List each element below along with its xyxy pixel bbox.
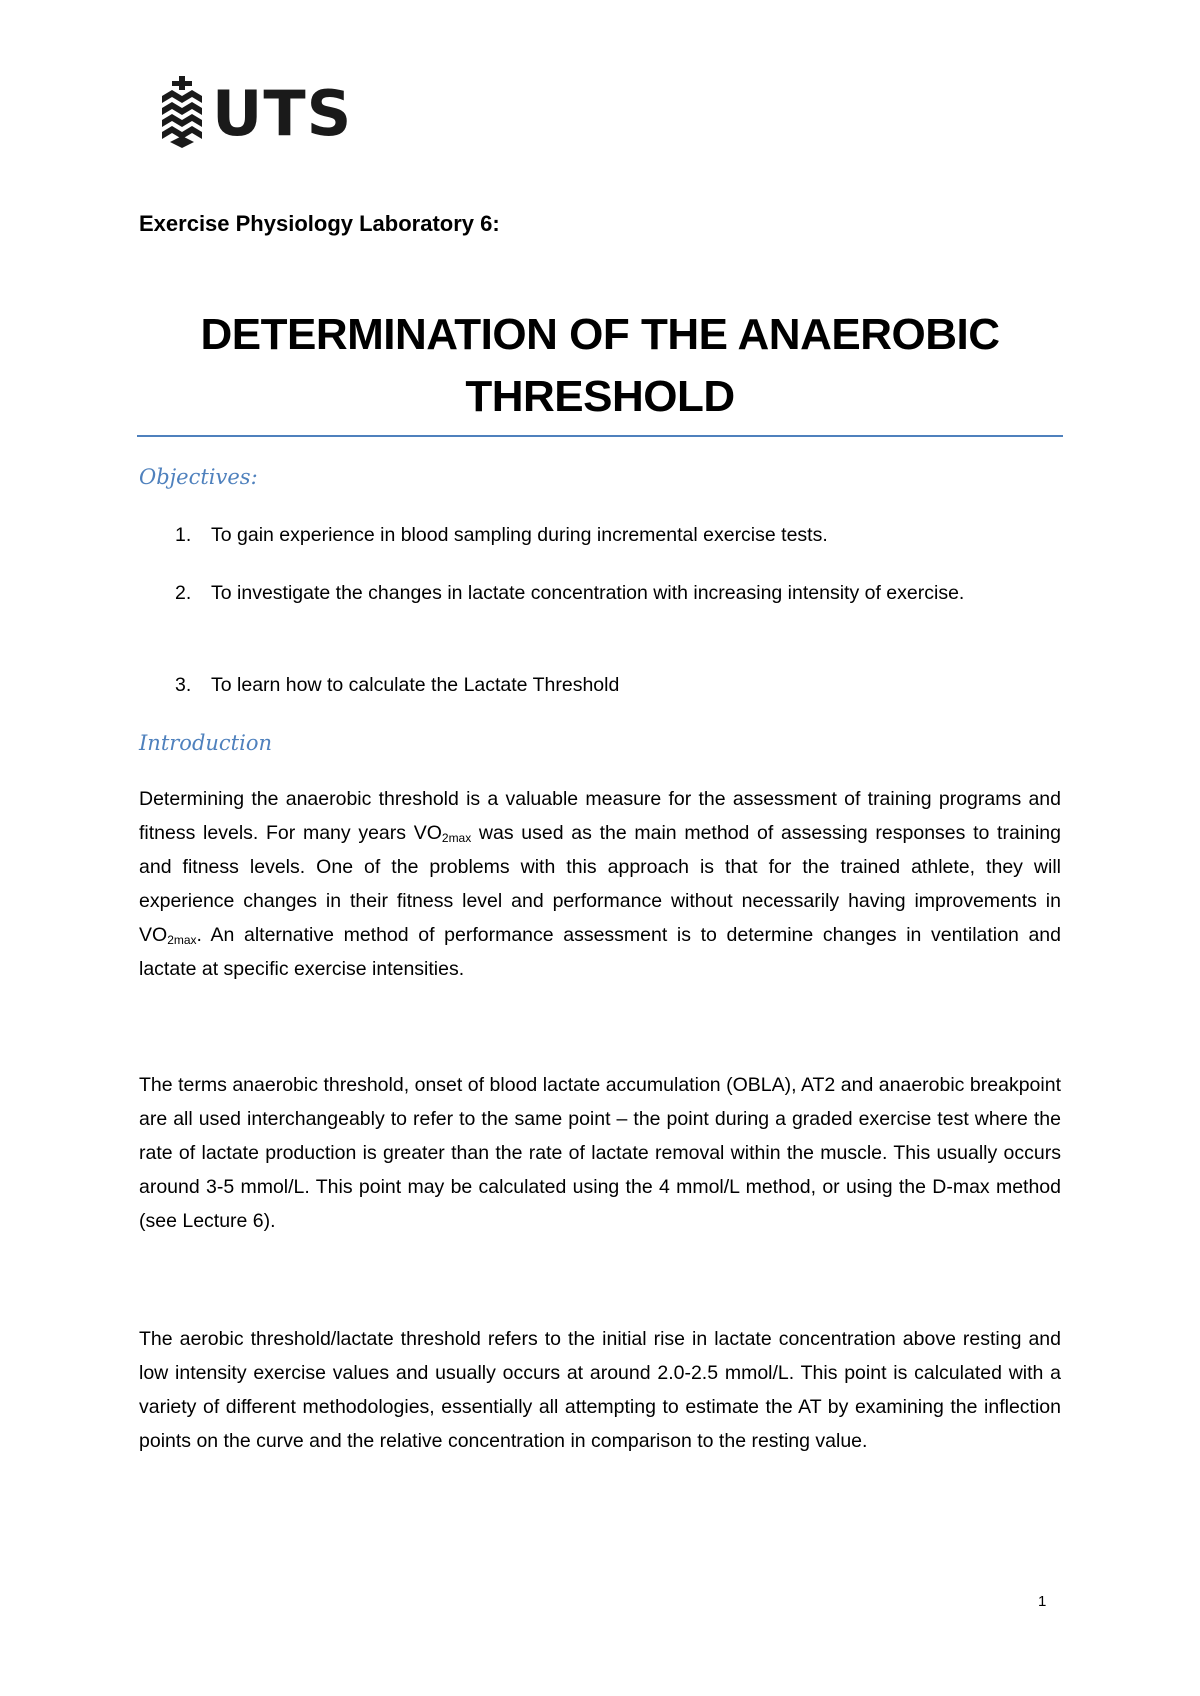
title-divider [137, 435, 1063, 437]
uts-logo-mark-icon [160, 76, 204, 152]
objective-number: 1. [175, 524, 192, 546]
main-title-line-2: THRESHOLD [465, 372, 735, 421]
objective-text: To investigate the changes in lactate concentration with increasing intensity of exercise. [211, 582, 965, 604]
introduction-heading: Introduction [139, 731, 272, 755]
vo2max-subscript: 2max [167, 933, 197, 947]
intro-paragraph-1 [139, 782, 1061, 986]
objective-text: To learn how to calculate the Lactate Threshold [211, 674, 620, 696]
page-number: 1 [1038, 1593, 1047, 1610]
objective-number: 3. [175, 674, 192, 696]
vo2max-subscript: 2max [441, 831, 472, 845]
intro-p1-part-b: was used as the main method of assessing responses to training and fitness levels. One of the problems with this approach is that for the trained athlete, they will experience changes in their fitness level and performance without necessarily having improvements in VO [139, 822, 1061, 946]
intro-p1-part-a: Determining the anaerobic threshold is a valuable measure for the assessment of training programs and fitness levels. For many years VO [139, 788, 1061, 844]
intro-p1-part-c: . An alternative method of performance assessment is to determine changes in ventilation and lactate at specific exercise intensities. [139, 924, 1061, 980]
objectives-heading: Objectives: [139, 465, 258, 489]
intro-paragraph-3: The aerobic threshold/lactate threshold refers to the initial rise in lactate concentration above resting and low intensity exercise values and usually occurs at around 2.0-2.5 mmol/L. This point is calculated with a variety of different methodologies, essentially all attempting to estimate the AT by examining the inflection points on the curve and the relative concentration in comparison to the resting value. [139, 1328, 1061, 1452]
lab-title: Exercise Physiology Laboratory 6: [139, 211, 500, 236]
uts-logo [160, 76, 352, 152]
logo-wordmark: UTS [212, 77, 353, 150]
objective-number: 2. [175, 582, 192, 604]
main-title [139, 304, 1061, 428]
main-title-line-1: DETERMINATION OF THE ANAEROBIC [200, 310, 1000, 359]
intro-paragraph-2: The terms anaerobic threshold, onset of blood lactate accumulation (OBLA), AT2 and anaerobic breakpoint are all used interchangeably to refer to the same point – the point during a graded exercise test where the rate of lactate production is greater than the rate of lactate removal within the muscle. This usually occurs around 3-5 mmol/L. This point may be calculated using the 4 mmol/L method, or using the D-max method (see Lecture 6). [139, 1074, 1061, 1232]
objective-text: To gain experience in blood sampling during incremental exercise tests. [211, 524, 828, 546]
